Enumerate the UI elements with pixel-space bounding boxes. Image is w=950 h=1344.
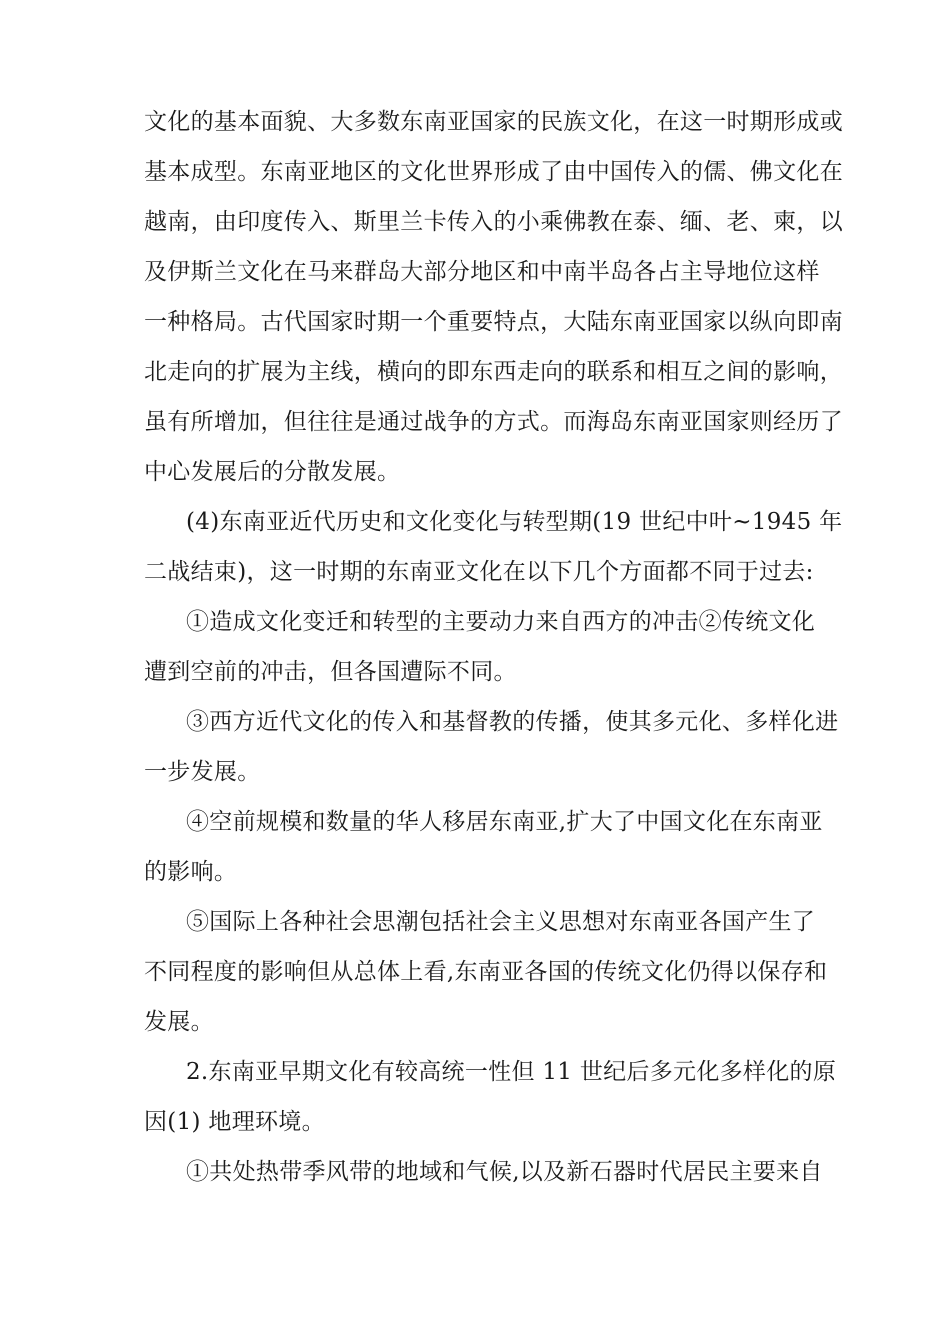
text-line-4: 及伊斯兰文化在马来群岛大部分地区和中南半岛各占主导地位这样 <box>144 259 820 285</box>
text-line-11: ①造成文化变迁和转型的主要动力来自西方的冲击②传统文化 <box>186 609 816 635</box>
text-line-6: 北走向的扩展为主线，横向的即东西走向的联系和相互之间的影响， <box>144 359 843 385</box>
text-line-10: 二战结束)，这一时期的东南亚文化在以下几个方面都不同于过去: <box>144 559 814 585</box>
text-line-8: 中心发展后的分散发展。 <box>144 459 401 485</box>
text-line-15: ④空前规模和数量的华人移居东南亚,扩大了中国文化在东南亚 <box>186 809 823 835</box>
text-line-12: 遭到空前的冲击，但各国遭际不同。 <box>144 659 517 685</box>
text-line-9: (4)东南亚近代历史和文化变化与转型期(19 世纪中叶~1945 年 <box>186 509 843 535</box>
text-line-22: ①共处热带季风带的地域和气候,以及新石器时代居民主要来自 <box>186 1159 823 1185</box>
text-line-5: 一种格局。古代国家时期一个重要特点，大陆东南亚国家以纵向即南 <box>144 309 843 335</box>
text-line-7: 虽有所增加，但往往是通过战争的方式。而海岛东南亚国家则经历了 <box>144 409 843 435</box>
text-line-14: 一步发展。 <box>144 759 261 785</box>
text-line-3: 越南，由印度传入、斯里兰卡传入的小乘佛教在泰、缅、老、柬，以 <box>144 209 843 235</box>
text-line-13: ③西方近代文化的传入和基督教的传播，使其多元化、多样化进 <box>186 709 839 735</box>
text-line-18: 不同程度的影响但从总体上看,东南亚各国的传统文化仍得以保存和 <box>144 959 828 985</box>
text-line-19: 发展。 <box>144 1009 214 1035</box>
text-line-21: 因(1) 地理环境。 <box>144 1109 325 1135</box>
text-line-17: ⑤国际上各种社会思潮包括社会主义思想对东南亚各国产生了 <box>186 909 816 935</box>
text-line-16: 的影响。 <box>144 859 238 885</box>
text-line-2: 基本成型。东南亚地区的文化世界形成了由中国传入的儒、佛文化在 <box>144 159 843 185</box>
text-line-1: 文化的基本面貌、大多数东南亚国家的民族文化，在这一时期形成或 <box>144 109 843 135</box>
text-line-20: 2.东南亚早期文化有较高统一性但 11 世纪后多元化多样化的原 <box>186 1059 837 1085</box>
